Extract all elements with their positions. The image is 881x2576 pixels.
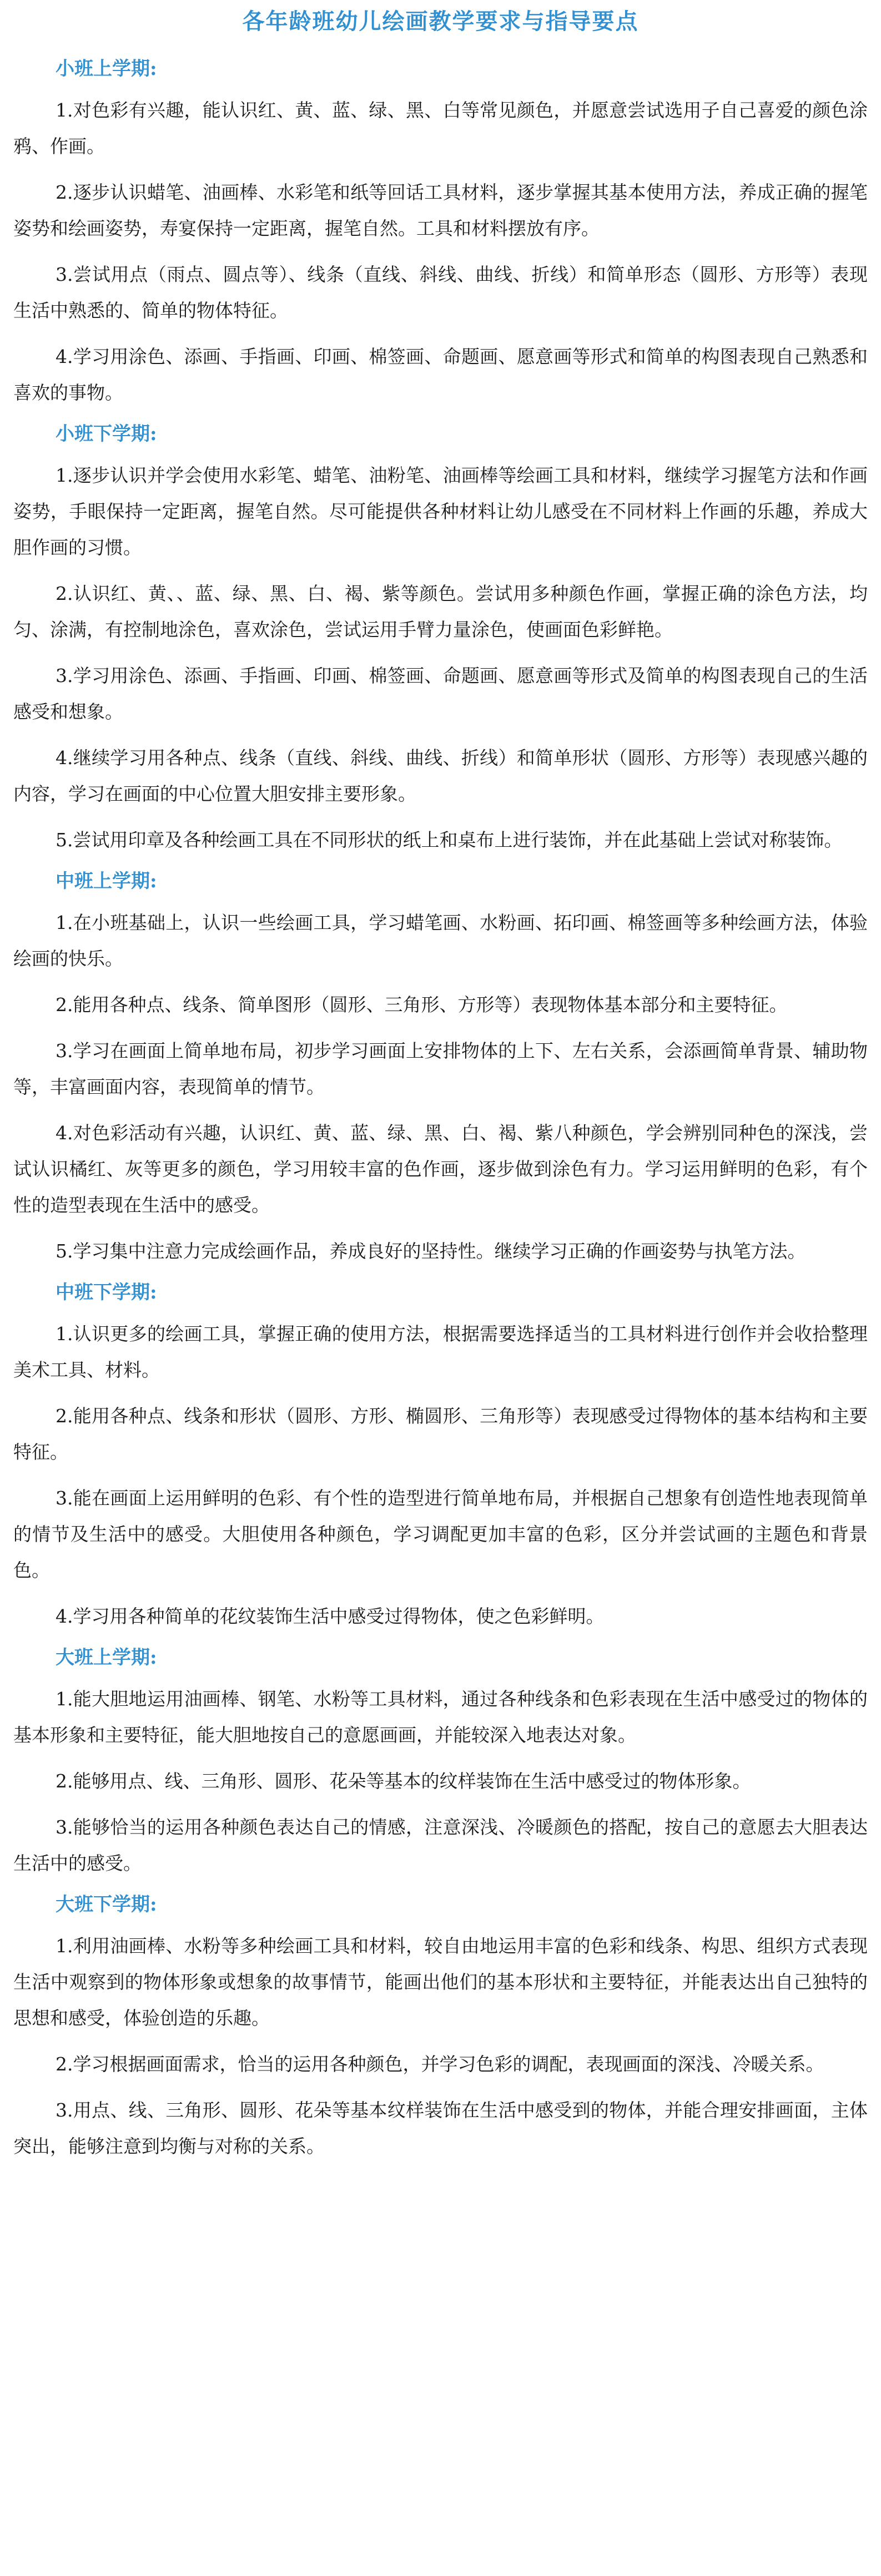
paragraph: 5.尝试用印章及各种绘画工具在不同形状的纸上和桌布上进行装饰，并在此基础上尝试对称装饰。	[56, 829, 843, 851]
paragraph: 3.能够恰当的运用各种颜色表达自己的情感，注意深浅、冷暖颜色的搭配，按自己的意愿去大胆表达生活中的感受。	[13, 1816, 868, 1874]
paragraph: 2.逐步认识蜡笔、油画棒、水彩笔和纸等回话工具材料，逐步掌握其基本使用方法，养成正确的握笔姿势和绘画姿势，寿宴保持一定距离，握笔自然。工具和材料摆放有序。	[13, 181, 868, 239]
section-heading: 小班下学期:	[56, 423, 157, 445]
paragraph: 1.逐步认识并学会使用水彩笔、蜡笔、油粉笔、油画棒等绘画工具和材料，继续学习握笔方法和作画姿势，手眼保持一定距离，握笔自然。尽可能提供各种材料让幼儿感受在不同材料上作画的乐趣，养成大胆作画的习惯。	[13, 464, 868, 558]
paragraph: 1.利用油画棒、水粉等多种绘画工具和材料，较自由地运用丰富的色彩和线条、构思、组织方式表现生活中观察到的物体形象或想象的故事情节，能画出他们的基本形状和主要特征，并能表达出自己独特的思想和感受，体验创造的乐趣。	[13, 1935, 868, 2029]
paragraph: 1.认识更多的绘画工具，掌握正确的使用方法，根据需要选择适当的工具材料进行创作并会收拾整理美术工具、材料。	[13, 1323, 868, 1381]
section-small-class-first-term	[13, 55, 868, 411]
section-large-class-first-term	[13, 1644, 868, 1881]
paragraph: 3.学习在画面上简单地布局，初步学习画面上安排物体的上下、左右关系，会添画简单背景、辅助物等，丰富画面内容，表现简单的情节。	[13, 1040, 868, 1098]
paragraph: 3.尝试用点（雨点、圆点等）、线条（直线、斜线、曲线、折线）和简单形态（圆形、方形等）表现生活中熟悉的、简单的物体特征。	[13, 264, 868, 321]
paragraph: 2.认识红、黄、、蓝、绿、黑、白、褐、紫等颜色。尝试用多种颜色作画，掌握正确的涂色方法，均匀、涂满，有控制地涂色，喜欢涂色，尝试运用手臂力量涂色，使画面色彩鲜艳。	[13, 583, 868, 640]
section-heading: 中班上学期:	[56, 870, 157, 892]
section-heading: 小班上学期:	[56, 58, 157, 80]
section-large-class-second-term	[13, 1891, 868, 2164]
paragraph: 3.能在画面上运用鲜明的色彩、有个性的造型进行简单地布局，并根据自己想象有创造性地表现简单的情节及生活中的感受。大胆使用各种颜色，学习调配更加丰富的色彩，区分并尝试画的主题色和背景色。	[13, 1487, 868, 1581]
section-small-class-second-term	[13, 421, 868, 858]
paragraph: 2.能用各种点、线条、简单图形（圆形、三角形、方形等）表现物体基本部分和主要特征。	[56, 994, 788, 1016]
document-title: 各年龄班幼儿绘画教学要求与指导要点	[242, 8, 639, 34]
paragraph: 4.对色彩活动有兴趣，认识红、黄、蓝、绿、黑、白、褐、紫八种颜色，学会辨别同种色的深浅，尝试认识橘红、灰等更多的颜色，学习用较丰富的色作画，逐步做到涂色有力。学习运用鲜明的色彩，有个性的造型表现在生活中的感受。	[13, 1122, 868, 1216]
paragraph: 4.学习用各种简单的花纹装饰生活中感受过得物体，使之色彩鲜明。	[56, 1605, 605, 1627]
section-heading: 大班下学期:	[56, 1893, 157, 1916]
paragraph: 2.能够用点、线、三角形、圆形、花朵等基本的纹样装饰在生活中感受过的物体形象。	[56, 1770, 751, 1792]
paragraph: 3.学习用涂色、添画、手指画、印画、棉签画、命题画、愿意画等形式及简单的构图表现自己的生活感受和想象。	[13, 665, 868, 723]
paragraph: 2.能用各种点、线条和形状（圆形、方形、椭圆形、三角形等）表现感受过得物体的基本结构和主要特征。	[13, 1405, 868, 1463]
paragraph: 4.学习用涂色、添画、手指画、印画、棉签画、命题画、愿意画等形式和简单的构图表现自己熟悉和喜欢的事物。	[13, 346, 868, 403]
section-heading: 大班上学期:	[56, 1646, 157, 1669]
section-middle-class-second-term	[13, 1279, 868, 1634]
section-heading: 中班下学期:	[56, 1281, 157, 1304]
paragraph: 3.用点、线、三角形、圆形、花朵等基本纹样装饰在生活中感受到的物体，并能合理安排画面，主体突出，能够注意到均衡与对称的关系。	[13, 2099, 868, 2157]
paragraph: 1.对色彩有兴趣，能认识红、黄、蓝、绿、黑、白等常见颜色，并愿意尝试选用子自己喜爱的颜色涂鸦、作画。	[13, 99, 868, 157]
paragraph: 4.继续学习用各种点、线条（直线、斜线、曲线、折线）和简单形状（圆形、方形等）表现感兴趣的内容，学习在画面的中心位置大胆安排主要形象。	[13, 747, 868, 805]
paragraph: 5.学习集中注意力完成绘画作品，养成良好的坚持性。继续学习正确的作画姿势与执笔方法。	[56, 1240, 806, 1262]
section-middle-class-first-term	[13, 868, 868, 1269]
paragraph: 2.学习根据画面需求，恰当的运用各种颜色，并学习色彩的调配，表现画面的深浅、冷暖关系。	[56, 2053, 824, 2075]
paragraph: 1.能大胆地运用油画棒、钢笔、水粉等工具材料，通过各种线条和色彩表现在生活中感受过的物体的基本形象和主要特征，能大胆地按自己的意愿画画，并能较深入地表达对象。	[13, 1688, 868, 1746]
paragraph: 1.在小班基础上，认识一些绘画工具，学习蜡笔画、水粉画、拓印画、棉签画等多种绘画方法，体验绘画的快乐。	[13, 912, 868, 969]
